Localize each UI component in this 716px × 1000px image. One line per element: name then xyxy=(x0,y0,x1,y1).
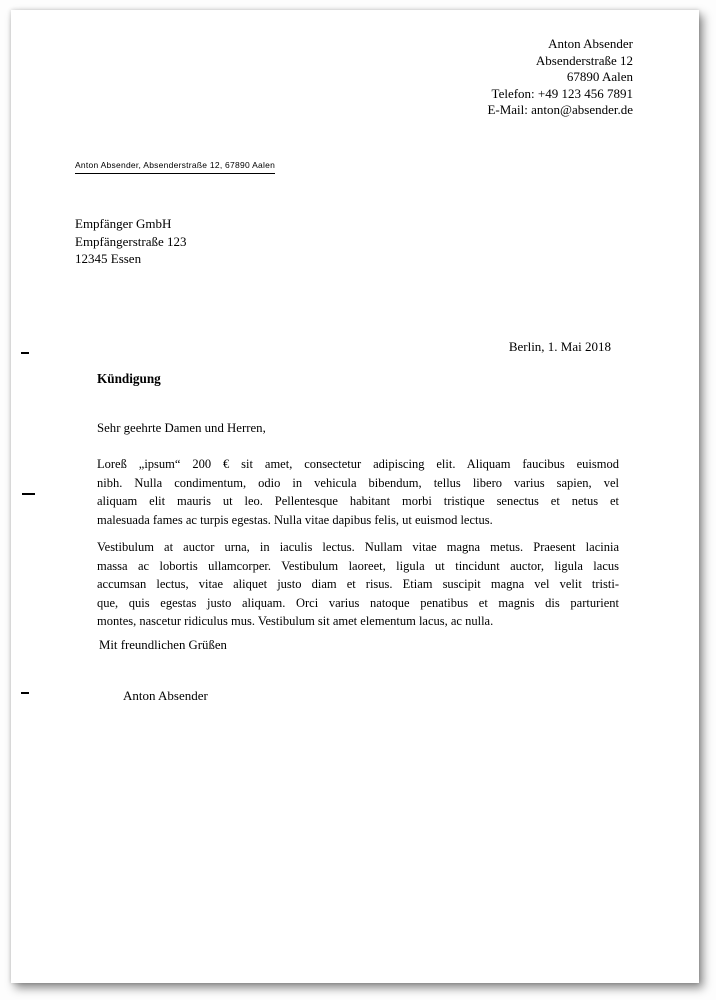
body-paragraph-2 xyxy=(97,538,619,631)
salutation: Sehr geehrte Damen und Herren, xyxy=(97,421,266,435)
text-line: 67890 Aalen xyxy=(566,69,633,84)
text-line: malesuada fames ac turpis egestas. Nulla vitae dapibus felis, ut euismod lectus. xyxy=(97,512,493,527)
text-line: Absenderstraße 12 xyxy=(535,52,633,68)
text-line: Vestibulum at auctor urna, in iaculis lectus. Nullam vitae magna metus. Praesent lacinia xyxy=(97,540,619,554)
text-line: 12345 Essen xyxy=(75,251,142,267)
recipient-address-block xyxy=(75,215,187,268)
text-line: E-Mail: anton@absender.de xyxy=(487,102,633,117)
text-line: Empfängerstraße 123 xyxy=(75,233,187,249)
text-line: accumsan lectus, vitae aliquet justo diam et risus. Etiam suscipit magna vel velit tristi- xyxy=(97,577,619,591)
text-line: Anton Absender xyxy=(548,36,633,51)
text-line: massa ac lobortis ullamcorper. Vestibulum laoreet, ligula ut tincidunt auctor, ligula lacus xyxy=(97,558,619,573)
text-line: Telefon: +49 123 456 7891 xyxy=(491,85,633,101)
subject-line: Kündigung xyxy=(97,371,161,386)
body-paragraph-1 xyxy=(97,455,619,529)
text-line: aliquam elit mauris ut leo. Pellentesque habitant morbi tristique senectus et netus et xyxy=(97,494,619,508)
text-line: montes, nascetur ridiculus mus. Vestibulum sit amet elementum lacus, ac nulla. xyxy=(97,614,494,628)
text-line: que, quis egestas justo aliquam. Orci varius natoque penatibus et magnis dis parturient xyxy=(97,595,619,610)
signature-name: Anton Absender xyxy=(123,688,208,703)
closing-phrase: Mit freundlichen Grüßen xyxy=(99,638,227,652)
text-line: nibh. Nulla condimentum, odio in vehicula bibendum, tellus libero varius sapien, vel xyxy=(97,475,619,490)
text-line: Loreß „ipsum“ 200 € sit amet, consectetur adipiscing elit. Aliquam faucibus euismod xyxy=(97,457,619,471)
punch-mark-center xyxy=(22,493,35,495)
place-and-date: Berlin, 1. Mai 2018 xyxy=(508,339,611,354)
text-line: Empfänger GmbH xyxy=(75,216,172,231)
return-address-line: Anton Absender, Absenderstraße 12, 67890 Aalen xyxy=(75,160,275,174)
sender-address-block xyxy=(487,36,633,119)
fold-mark-top xyxy=(21,352,29,354)
letter-page xyxy=(11,10,699,983)
fold-mark-bottom xyxy=(21,692,29,694)
